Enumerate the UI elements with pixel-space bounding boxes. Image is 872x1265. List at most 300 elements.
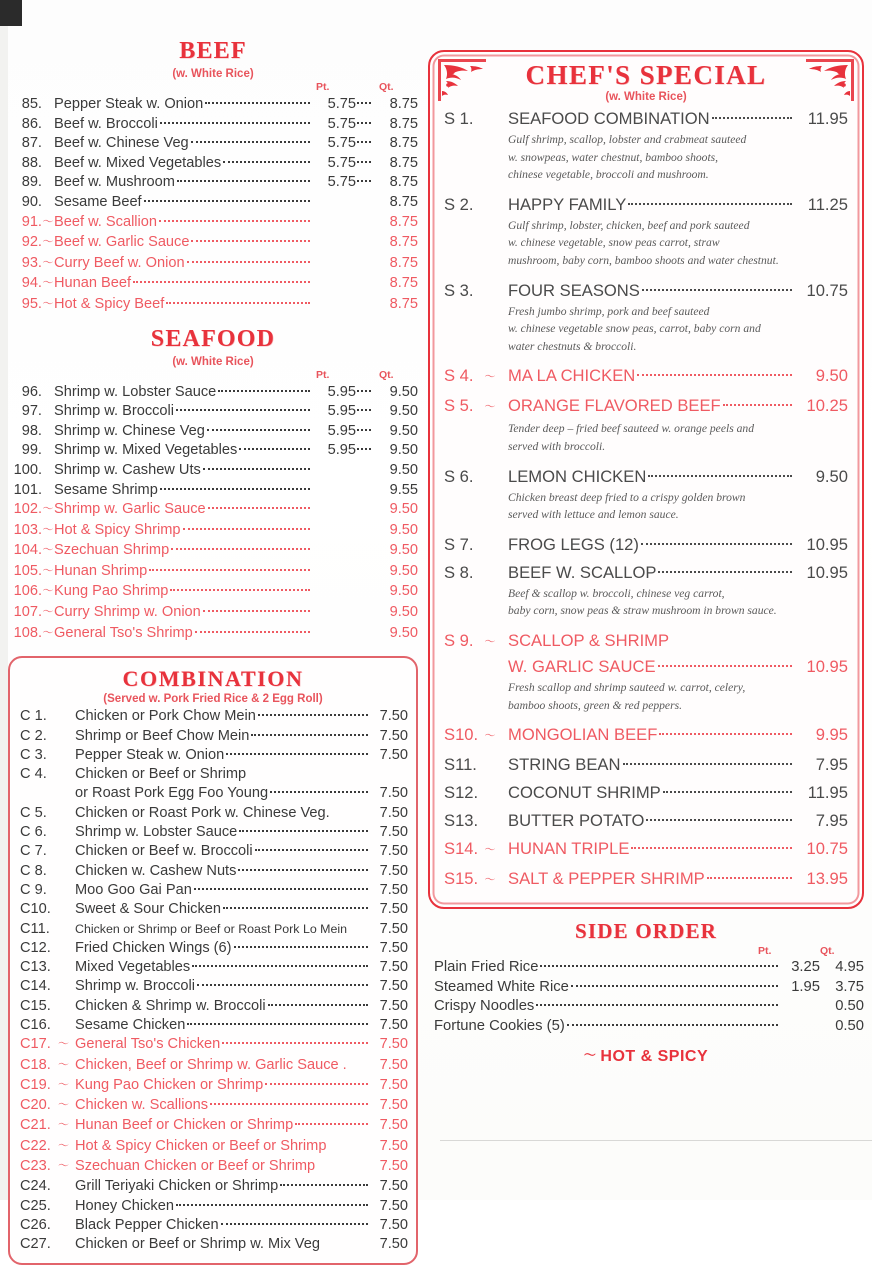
leader-dots <box>223 161 310 163</box>
leader-dots <box>144 200 310 202</box>
item-number: C15. <box>20 997 51 1014</box>
seafood-col-pt: Pt. <box>316 368 330 381</box>
beef-item-list <box>8 95 418 316</box>
combination-section-note: (Served w. Pork Fried Rice & 2 Egg Roll) <box>103 693 323 706</box>
item-name: Shrimp w. Chinese Veg <box>54 422 205 439</box>
menu-item-row[interactable] <box>8 173 418 193</box>
menu-item-row[interactable] <box>8 461 418 481</box>
item-price: 7.50 <box>379 1017 408 1033</box>
leader-dots <box>637 374 792 376</box>
item-description-line: Gulf shrimp, lobster, chicken, beef and pork sauteed <box>508 218 750 232</box>
item-name: Moo Goo Gai Pan <box>75 881 192 898</box>
leader-dots <box>218 390 310 392</box>
item-number: S 7. <box>444 534 474 554</box>
leader-dots <box>234 946 368 948</box>
menu-item-row[interactable] <box>8 422 418 442</box>
item-number: C10. <box>20 901 51 918</box>
item-name: Szechuan Shrimp <box>54 542 170 559</box>
menu-item-row[interactable] <box>18 784 408 803</box>
item-name: Shrimp w. Cashew Uts <box>54 461 201 478</box>
leader-dots <box>238 869 368 871</box>
item-name: MA LA CHICKEN <box>508 366 636 386</box>
item-number: 85. <box>21 96 42 112</box>
leader-dots <box>203 610 310 612</box>
seafood-item-list <box>8 383 418 645</box>
menu-item-row[interactable] <box>8 521 418 542</box>
item-number: C19. <box>20 1076 51 1093</box>
section-side-order <box>428 919 864 1036</box>
item-price: 7.50 <box>379 708 408 725</box>
item-price: 7.50 <box>379 1137 408 1154</box>
leader-dots <box>536 1004 778 1006</box>
menu-item-row[interactable] <box>18 1177 408 1196</box>
item-name: Shrimp w. Lobster Sauce <box>54 383 217 400</box>
item-price-quart: 9.50 <box>389 422 418 439</box>
leader-dots <box>195 631 310 633</box>
menu-item-row[interactable] <box>18 920 408 939</box>
item-name: Chicken w. Cashew Nuts <box>75 862 237 879</box>
item-price: 11.25 <box>807 194 848 214</box>
item-name: Chicken w. Scallions <box>75 1097 209 1114</box>
menu-item-row[interactable] <box>428 997 864 1017</box>
item-price: 7.50 <box>379 746 408 763</box>
item-price-pint: 5.75 <box>327 135 356 152</box>
item-number: C27. <box>20 1236 51 1253</box>
item-name: Beef w. Mixed Vegetables <box>54 154 222 171</box>
item-price: 10.75 <box>806 280 848 300</box>
item-price-quart: 9.50 <box>389 442 418 459</box>
item-number: C 3. <box>20 746 47 763</box>
left-column <box>8 38 418 1265</box>
item-price-quart: 8.75 <box>389 213 418 230</box>
item-price: 7.50 <box>379 1158 408 1175</box>
beef-col-qt: Qt. <box>379 81 394 93</box>
item-number: C18. <box>20 1056 51 1073</box>
chili-pepper-icon: ～ <box>58 1160 69 1173</box>
menu-item-row[interactable] <box>444 107 848 131</box>
menu-item-row[interactable] <box>18 997 408 1016</box>
combination-section-title: COMBINATION <box>122 666 304 692</box>
item-price: 7.50 <box>379 920 408 937</box>
item-number: S 1. <box>444 109 474 128</box>
item-name: Shrimp or Beef Chow Mein <box>75 727 250 744</box>
item-price: 7.50 <box>379 727 408 744</box>
chili-pepper-icon: ～ <box>42 277 54 290</box>
leader-dots <box>239 448 310 450</box>
leader-dots <box>226 753 368 755</box>
menu-item-row[interactable] <box>8 134 418 154</box>
menu-item-row[interactable] <box>8 481 418 501</box>
item-price-quart: 8.75 <box>389 234 418 251</box>
seafood-section-title: SEAFOOD <box>150 325 276 352</box>
item-name: FOUR SEASONS <box>508 280 640 300</box>
item-name: BUTTER POTATO <box>508 811 645 831</box>
item-name: Shrimp w. Lobster Sauce <box>75 824 238 841</box>
item-number: 106. <box>13 583 42 600</box>
item-description-line: Beef & scallop w. broccoli, chinese veg carrot, <box>508 586 725 600</box>
menu-item-row[interactable] <box>18 765 408 784</box>
menu-item-row[interactable] <box>8 624 418 645</box>
item-number: S15. <box>444 869 479 889</box>
leader-dots <box>166 302 310 304</box>
item-name: Kung Pao Shrimp <box>54 583 169 600</box>
item-number: C 5. <box>20 804 47 821</box>
menu-item-row[interactable] <box>8 254 418 275</box>
menu-item-row[interactable] <box>8 115 418 135</box>
menu-item-row-continued[interactable] <box>444 655 848 679</box>
chefs-special-item-list <box>444 107 848 897</box>
item-name: Chicken & Shrimp w. Broccoli <box>75 997 266 1014</box>
item-number: 101. <box>13 481 42 498</box>
item-price-quart: 0.50 <box>835 1017 864 1034</box>
item-price-quart: 8.75 <box>389 174 418 191</box>
item-price: 7.50 <box>379 1178 408 1195</box>
menu-item-row[interactable] <box>444 867 848 893</box>
menu-item-row[interactable] <box>18 900 408 919</box>
item-price-quart: 9.50 <box>389 562 418 579</box>
item-number: C 6. <box>20 824 47 841</box>
chili-pepper-icon: ～ <box>42 564 54 577</box>
item-price-quart: 9.50 <box>389 501 418 518</box>
item-name: Chicken or Beef or Shrimp <box>75 766 247 783</box>
item-name: Chicken or Roast Pork w. Chinese Veg. <box>75 804 330 821</box>
beef-section-note: (w. White Rice) <box>172 68 254 80</box>
leader-dots <box>270 791 368 793</box>
menu-item-row[interactable] <box>18 1116 408 1136</box>
item-number: C 4. <box>20 766 47 783</box>
leader-dots <box>203 468 310 470</box>
menu-item-row[interactable] <box>18 842 408 861</box>
chili-pepper-icon: ～ <box>484 401 496 414</box>
item-price: 7.50 <box>379 997 408 1014</box>
item-number: S 6. <box>444 466 474 486</box>
menu-item-row[interactable] <box>18 1096 408 1116</box>
beef-price-headers <box>8 81 418 94</box>
section-beef <box>8 38 418 316</box>
item-number: C 2. <box>20 727 47 744</box>
item-number: S10. <box>444 725 479 745</box>
item-name: Curry Shrimp w. Onion <box>54 604 201 621</box>
menu-item-row[interactable] <box>444 781 848 805</box>
leader-dots <box>183 528 310 530</box>
item-price-quart: 9.50 <box>389 461 418 478</box>
item-price-quart: 8.75 <box>389 135 418 152</box>
item-price: 9.50 <box>815 466 848 486</box>
leader-dots <box>197 984 368 986</box>
item-number: S 5. <box>444 396 474 416</box>
item-number: 98. <box>21 422 42 439</box>
item-price-quart: 9.50 <box>389 604 418 621</box>
spacer <box>444 184 848 193</box>
leader-dots <box>187 1023 368 1025</box>
menu-item-row[interactable] <box>18 804 408 823</box>
menu-item-row[interactable] <box>8 193 418 213</box>
chili-pepper-icon: ～ <box>58 1099 69 1112</box>
chili-pepper-icon: ～ <box>42 544 54 557</box>
item-price-pint: 5.95 <box>327 383 356 400</box>
beef-col-pt: Pt. <box>316 81 330 93</box>
side-col-pt: Pt. <box>758 945 772 958</box>
menu-item-row[interactable] <box>444 561 848 585</box>
chili-pepper-icon: ～ <box>58 1119 69 1132</box>
right-column <box>428 50 864 1066</box>
spacer <box>444 893 848 897</box>
leader-dots <box>659 733 792 735</box>
item-name: BEEF W. SCALLOP <box>508 562 657 582</box>
item-name: Sweet & Sour Chicken <box>75 901 222 918</box>
item-number: C22. <box>20 1137 51 1154</box>
item-price-quart: 8.75 <box>389 275 418 292</box>
item-price-pint: 1.95 <box>791 978 820 995</box>
menu-item-row[interactable] <box>18 1016 408 1035</box>
menu-item-row[interactable] <box>444 723 848 749</box>
item-price-pint: 5.75 <box>327 154 356 171</box>
chefs-special-note: (w. White Rice) <box>605 91 687 103</box>
menu-item-row[interactable] <box>444 193 848 217</box>
leader-dots <box>191 141 310 143</box>
item-name: Pepper Steak w. Onion <box>54 96 204 112</box>
side-order-price-headers <box>428 945 864 958</box>
spacer <box>444 355 848 364</box>
menu-item-row[interactable] <box>444 837 848 863</box>
menu-item-row[interactable] <box>444 279 848 303</box>
item-name: Chicken or Pork Chow Mein <box>75 708 256 725</box>
menu-item-row[interactable] <box>444 465 848 489</box>
item-name: HAPPY FAMILY <box>508 194 627 214</box>
chefs-special-title: CHEF'S SPECIAL <box>525 60 767 90</box>
item-number: C21. <box>20 1117 51 1134</box>
item-price: 13.95 <box>806 869 848 889</box>
item-name: Shrimp w. Garlic Sauce <box>54 501 206 518</box>
menu-item-row[interactable] <box>18 939 408 958</box>
leader-dots <box>646 819 792 821</box>
leader-dots <box>192 965 368 967</box>
item-name: Hunan Beef <box>54 275 132 292</box>
item-price-quart: 9.50 <box>389 521 418 538</box>
item-price: 9.95 <box>815 725 848 745</box>
item-name: Shrimp w. Broccoli <box>54 403 175 420</box>
menu-item-row[interactable] <box>18 823 408 842</box>
chili-pepper-icon: ～ <box>58 1058 69 1071</box>
menu-item-row[interactable] <box>18 746 408 765</box>
menu-item-row[interactable] <box>444 809 848 833</box>
menu-item-row[interactable] <box>8 233 418 254</box>
leader-dots <box>357 180 371 182</box>
item-number: C14. <box>20 978 51 995</box>
item-price-quart: 9.50 <box>389 383 418 400</box>
chili-pepper-icon: ～ <box>42 626 54 639</box>
seafood-section-note: (w. White Rice) <box>172 355 254 368</box>
item-name: Beef w. Mushroom <box>54 174 175 191</box>
item-price-quart: 9.55 <box>389 481 418 498</box>
scan-edge-left <box>0 26 8 1200</box>
item-price: 9.50 <box>815 366 848 386</box>
leader-dots <box>170 589 310 591</box>
spacer <box>444 620 848 629</box>
item-number: S 9. <box>444 630 474 650</box>
menu-item-row[interactable] <box>18 958 408 977</box>
chili-pepper-icon: ～ <box>484 730 496 743</box>
leader-dots <box>176 1204 368 1206</box>
item-price: 7.50 <box>379 1097 408 1114</box>
leader-dots <box>176 409 310 411</box>
item-description-line: Fresh scallop and shrimp sauteed w. carrot, celery, <box>508 680 746 694</box>
item-number: C24. <box>20 1178 51 1195</box>
menu-item-row[interactable] <box>8 603 418 624</box>
item-price: 7.50 <box>379 1036 408 1053</box>
item-name: Chicken or Shrimp or Beef or Roast Pork Lo Mein <box>75 921 348 936</box>
item-price: 10.25 <box>806 396 848 416</box>
section-combination <box>8 656 418 1264</box>
item-description-line: water chestnuts & broccoli. <box>508 339 637 353</box>
item-price-quart: 9.50 <box>389 403 418 420</box>
item-description-line: served with lettuce and lemon sauce. <box>508 508 679 522</box>
item-name: SEAFOOD COMBINATION <box>508 109 710 128</box>
leader-dots <box>648 475 792 477</box>
seafood-col-qt: Qt. <box>379 368 394 381</box>
leader-dots <box>567 1024 778 1026</box>
item-name: SALT & PEPPER SHRIMP <box>508 869 705 889</box>
menu-item-row[interactable] <box>18 707 408 726</box>
item-price: 7.50 <box>379 1076 408 1093</box>
item-number: 104. <box>13 542 42 559</box>
item-number: 91. <box>21 213 42 230</box>
item-name: Kung Pao Chicken or Shrimp <box>75 1076 264 1093</box>
leader-dots <box>255 849 368 851</box>
menu-item-row[interactable] <box>18 881 408 900</box>
item-name: STRING BEAN <box>508 755 621 775</box>
item-price: 7.95 <box>815 755 848 775</box>
leader-dots <box>160 488 310 490</box>
chili-pepper-icon: ～ <box>484 371 496 384</box>
item-price: 7.50 <box>379 862 408 879</box>
menu-item-row[interactable] <box>18 1035 408 1055</box>
menu-item-row[interactable] <box>8 154 418 174</box>
item-price-quart: 4.95 <box>835 959 864 976</box>
item-name: Grill Teriyaki Chicken or Shrimp <box>75 1178 279 1195</box>
item-price-quart: 0.50 <box>835 998 864 1015</box>
chili-pepper-icon: ～ <box>484 635 496 648</box>
item-name: Sesame Shrimp <box>54 481 158 498</box>
item-price: 7.50 <box>379 1216 408 1233</box>
item-description-line: Gulf shrimp, scallop, lobster and crabmeat sauteed <box>508 133 747 146</box>
menu-item-row[interactable] <box>18 1216 408 1235</box>
spacer <box>444 524 848 533</box>
menu-item-row[interactable] <box>444 364 848 390</box>
item-name: Black Pepper Chicken <box>75 1216 219 1233</box>
leader-dots <box>357 429 371 431</box>
menu-item-row[interactable] <box>18 862 408 881</box>
menu-item-row[interactable] <box>444 629 848 655</box>
item-description-line: Fresh jumbo shrimp, pork and beef sauteed <box>508 304 710 318</box>
item-description-line: w. chinese vegetable, snow peas carrot, straw <box>508 236 720 250</box>
side-col-qt: Qt. <box>820 945 835 958</box>
item-price: 7.50 <box>379 881 408 898</box>
menu-item-row[interactable] <box>18 727 408 746</box>
menu-item-row[interactable] <box>18 1137 408 1157</box>
menu-item-row[interactable] <box>18 977 408 996</box>
menu-item-row[interactable] <box>444 394 848 420</box>
item-number: C25. <box>20 1197 51 1214</box>
menu-item-row[interactable] <box>8 274 418 295</box>
leader-dots <box>194 888 368 890</box>
leader-dots <box>187 261 310 263</box>
item-name: Beef w. Chinese Veg <box>54 135 189 152</box>
menu-item-row[interactable] <box>444 753 848 777</box>
chili-pepper-icon: ～ <box>484 844 496 857</box>
menu-item-row[interactable] <box>8 441 418 461</box>
menu-item-row[interactable] <box>18 1157 408 1177</box>
item-number: C17. <box>20 1036 51 1053</box>
leader-dots <box>258 714 368 716</box>
item-name: or Roast Pork Egg Foo Young <box>75 785 269 802</box>
item-price-quart: 3.75 <box>835 978 864 995</box>
item-name: Fortune Cookies (5) <box>434 1017 565 1034</box>
leader-dots <box>642 289 792 291</box>
item-name: COCONUT SHRIMP <box>508 783 661 803</box>
item-number: 103. <box>13 521 42 538</box>
menu-item-row[interactable] <box>8 402 418 422</box>
leader-dots <box>712 117 792 119</box>
item-price: 7.50 <box>379 1236 408 1253</box>
leader-dots <box>628 203 792 205</box>
menu-item-row[interactable] <box>428 978 864 998</box>
chili-pepper-icon: ～ <box>42 215 54 228</box>
item-name: Chicken, Beef or Shrimp w. Garlic Sauce . <box>75 1056 347 1073</box>
item-price: 7.50 <box>379 901 408 918</box>
item-number: C26. <box>20 1216 51 1233</box>
leader-dots <box>251 734 368 736</box>
menu-item-row[interactable] <box>8 295 418 316</box>
item-description-line: w. chinese vegetable snow peas, carrot, baby corn and <box>508 322 761 336</box>
item-price: 7.50 <box>379 785 408 802</box>
item-price: 7.50 <box>379 1056 408 1073</box>
menu-item-row[interactable] <box>8 383 418 403</box>
menu-item-row[interactable] <box>18 1235 408 1254</box>
menu-item-row[interactable] <box>8 95 418 115</box>
menu-item-row[interactable] <box>8 562 418 583</box>
leader-dots <box>268 1004 368 1006</box>
menu-item-row[interactable] <box>18 1056 408 1076</box>
item-number: C23. <box>20 1158 51 1175</box>
item-name: ORANGE FLAVORED BEEF <box>508 396 721 416</box>
leader-dots <box>357 390 371 392</box>
item-name: Beef w. Broccoli <box>54 115 158 132</box>
menu-item-row[interactable] <box>8 213 418 234</box>
item-name: Chicken or Beef w. Broccoli <box>75 843 253 860</box>
menu-item-row[interactable] <box>18 1076 408 1096</box>
menu-item-row[interactable] <box>8 500 418 521</box>
menu-item-row[interactable] <box>428 1017 864 1037</box>
menu-item-row[interactable] <box>444 533 848 557</box>
menu-item-row[interactable] <box>428 958 864 978</box>
item-description-line: served with broccoli. <box>508 439 606 453</box>
item-number: 93. <box>21 254 42 271</box>
leader-dots <box>207 429 310 431</box>
item-name: General Tso's Shrimp <box>54 624 193 641</box>
chili-pepper-icon: ～ <box>42 503 54 516</box>
hot-spicy-legend <box>428 1048 864 1066</box>
menu-item-row[interactable] <box>8 582 418 603</box>
item-price-pint: 5.95 <box>327 403 356 420</box>
leader-dots <box>357 122 371 124</box>
item-price-pint: 5.95 <box>327 422 356 439</box>
menu-item-row[interactable] <box>8 541 418 562</box>
chili-pepper-icon: ～ <box>484 874 496 887</box>
item-name: Steamed White Rice <box>434 978 569 995</box>
item-name: Shrimp w. Mixed Vegetables <box>54 442 238 459</box>
item-number: 102. <box>13 501 42 518</box>
